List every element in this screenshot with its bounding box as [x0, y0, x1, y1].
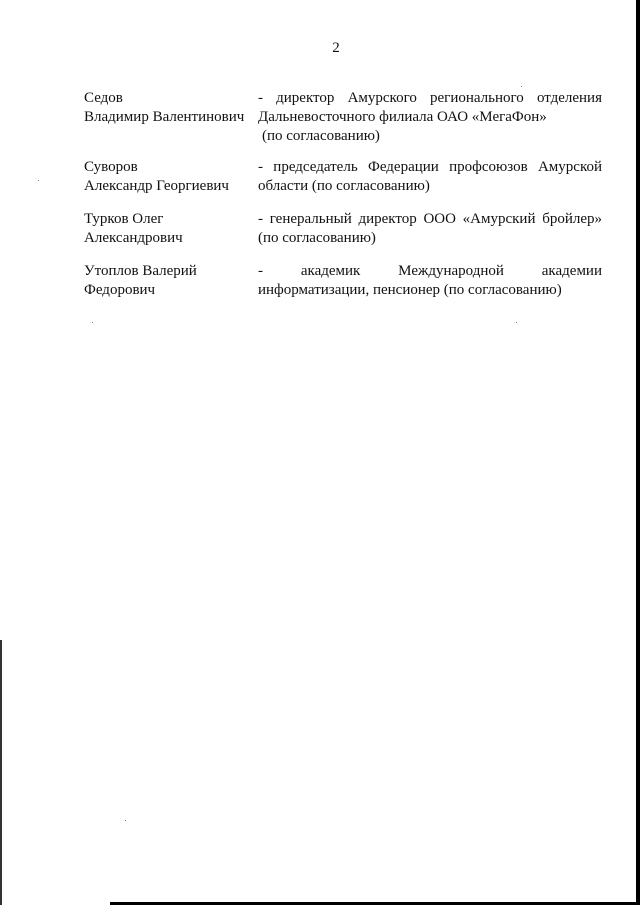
role-line: (по согласованию) — [262, 128, 380, 144]
scan-speck — [92, 322, 93, 323]
role-line: - директор Амурского регионального отделения — [258, 90, 602, 106]
member-name — [84, 210, 259, 248]
member-name — [84, 262, 259, 300]
member-name — [84, 89, 259, 127]
role-line: Дальневосточного филиала ОАО «МегаФон» — [258, 109, 547, 125]
role-line: области (по согласованию) — [258, 178, 430, 194]
scan-speck — [125, 820, 126, 821]
member-role — [258, 210, 602, 248]
scan-speck — [38, 180, 39, 181]
scan-speck — [516, 322, 517, 323]
member-surname: Седов — [84, 90, 123, 106]
member-surname: Суворов — [84, 159, 138, 175]
member-role — [258, 89, 602, 146]
member-role — [258, 262, 602, 300]
scan-border-right — [636, 0, 640, 905]
role-line: - председатель Федерации профсоюзов Амурской — [258, 159, 602, 175]
member-given-name: Федорович — [84, 282, 156, 298]
scan-border-left — [0, 640, 2, 905]
role-line: (по согласованию) — [258, 230, 376, 246]
member-role — [258, 158, 602, 196]
scan-speck — [521, 86, 522, 87]
role-line: информатизации, пенсионер (по согласованию) — [258, 282, 562, 298]
page-number: 2 — [332, 40, 340, 56]
member-given-name: Владимир Валентинович — [84, 109, 245, 125]
member-name — [84, 158, 259, 196]
member-given-name: Александрович — [84, 230, 183, 246]
member-given-name: Александр Георгиевич — [84, 178, 229, 194]
role-line: - генеральный директор ООО «Амурский бройлер» — [258, 211, 602, 227]
member-surname: Утоплов Валерий — [84, 263, 197, 279]
member-surname: Турков Олег — [84, 211, 164, 227]
role-line: - академик Международной академии — [258, 263, 602, 279]
